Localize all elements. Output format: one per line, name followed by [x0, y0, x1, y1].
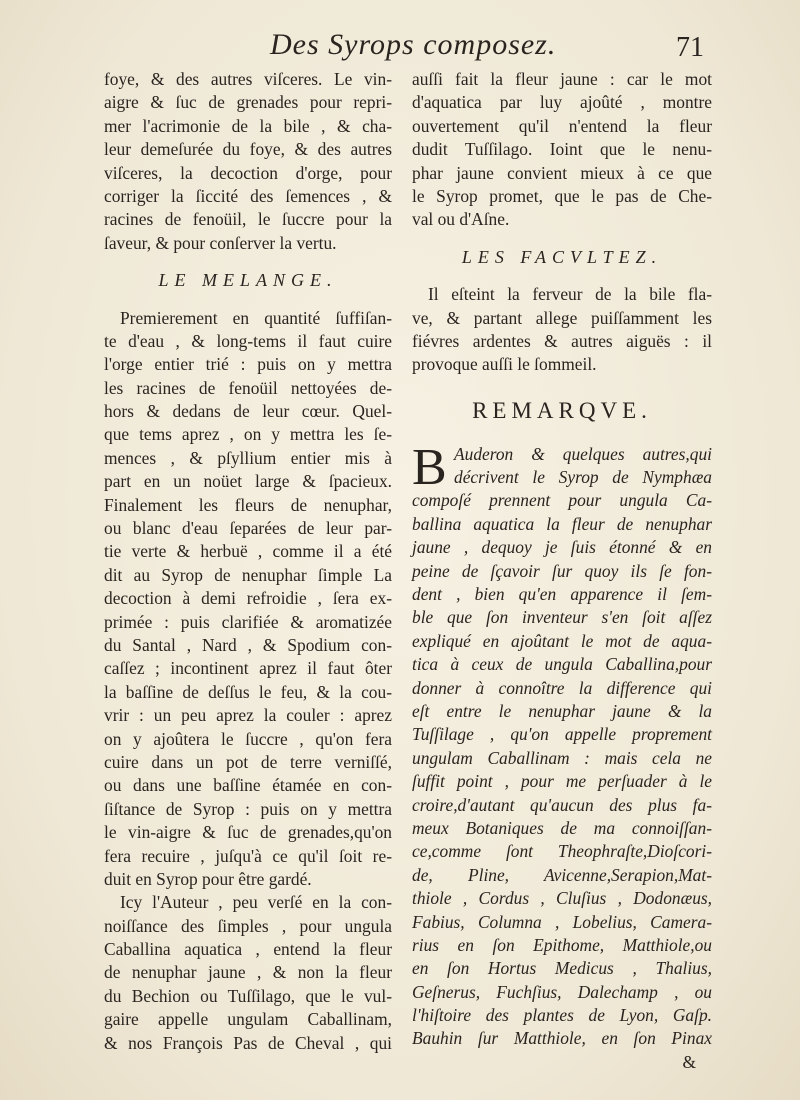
text-line: val ou d'Aſne.	[412, 209, 510, 230]
text-line: tica à ceux de ungula Caballina,pour	[412, 654, 712, 675]
text-line: phar jaune convient mieux à ce que	[412, 162, 712, 183]
melange-paragraph	[104, 307, 392, 892]
text-line: ou dans une baſſine étamée en con-	[104, 775, 392, 796]
text-line: ſaveur, & pour conſerver la vertu.	[104, 232, 337, 253]
text-line: vrir : un peu aprez la couler : aprez	[104, 705, 392, 726]
text-line: leur demeſurée du foye, & des autres	[104, 139, 392, 160]
text-line: foye, & des autres viſceres. Le vin-	[104, 69, 392, 89]
right-intro-paragraph	[412, 68, 712, 232]
text-line: corriger la ſiccité des ſemences , &	[104, 185, 392, 206]
left-intro-paragraph	[104, 68, 392, 255]
text-line: & nos François Pas de Cheval , qui	[104, 1032, 392, 1053]
text-line: expliqué en ajoûtant le mot de aqua-	[412, 630, 712, 651]
text-line: Fabius, Columna , Lobelius, Camera-	[412, 911, 712, 932]
text-line: part en un noüet large & ſpacieux.	[104, 471, 392, 492]
text-line: en ſon Hortus Medicus , Thalius,	[412, 958, 712, 979]
text-line: dent , bien qu'en apparence il ſem-	[412, 584, 712, 605]
text-line: dudit Tuſſilago. Ioint que le nenu-	[412, 139, 712, 160]
left-column	[104, 68, 392, 1055]
text-line: croire,d'autant qu'aucun des plus fa-	[412, 794, 712, 815]
text-line-content: décrivent le Syrop de Nymphæa	[454, 467, 712, 488]
text-line: ouvertement qu'il n'entend la fleur	[412, 115, 712, 136]
remarque-paragraph	[412, 438, 712, 1051]
text-line: donner à connoître la difference qui	[412, 677, 712, 698]
text-line: auſſi fait la fleur jaune : car le mot	[412, 69, 712, 89]
text-line: du Bechion ou Tuſſilago, que le vul-	[104, 985, 392, 1006]
text-line: les racines de fenoüil nettoyées de-	[104, 377, 392, 398]
text-line: hors & dedans de leur cœur. Quel-	[104, 401, 392, 422]
text-line: Bauhin ſur Matthiole, en ſon Pinax	[412, 1028, 712, 1049]
text-line: ballina aquatica la fleur de nenuphar	[412, 513, 712, 534]
text-line: on y ajoûtera le ſuccre , qu'on fera	[104, 728, 392, 749]
text-line: de nenuphar jaune , & non la fleur	[104, 962, 392, 983]
remarque-heading: REMARQVE.	[472, 397, 652, 423]
text-line: peine de ſçavoir ſur quoy ils ſe fon-	[412, 560, 712, 581]
text-line: mences , & pſyllium entier mis à	[104, 447, 392, 468]
text-line: ſiſtance de Syrop : puis on y mettra	[104, 798, 392, 819]
text-line: Caballina aquatica , entend la fleur	[104, 939, 392, 960]
text-line: rius en ſon Epithome, Matthiole,ou	[412, 934, 712, 955]
text-line: Premierement en quantité ſuffiſan-	[120, 307, 392, 328]
text-line: fiévres ardentes & autres aiguës : il	[412, 330, 712, 351]
right-column	[412, 68, 712, 1074]
text-line: ble que ſon inventeur s'en ſoit aſſez	[412, 607, 712, 628]
text-line: mer l'acrimonie de la bile , & cha-	[104, 115, 392, 136]
text-line: la baſſine de deſſus le feu, & la cou-	[104, 681, 392, 702]
text-line: ungulam Caballinam : mais cela ne	[412, 747, 712, 768]
text-line: te d'eau , & long-tems il faut cuire	[104, 330, 392, 351]
text-line: Finalement les fleurs de nenuphar,	[104, 494, 392, 515]
text-line: aigre & ſuc de grenades pour repri-	[104, 92, 392, 113]
text-line: eſt entre le nenuphar jaune & la	[412, 700, 712, 721]
text-line-content: Auderon & quelques autres,qui	[454, 443, 712, 464]
text-line: jaune , dequoy je ſuis étonné & en	[412, 537, 712, 558]
text-line: viſceres, la decoction d'orge, pour	[104, 162, 392, 183]
text-line: le Syrop promet, que le pas de Che-	[412, 185, 712, 206]
text-line: l'hiſtoire des plantes de Lyon, Gaſp.	[412, 1005, 712, 1026]
icy-paragraph	[104, 891, 392, 1055]
text-line: ce,comme ſont Theophraſte,Dioſcori-	[412, 841, 712, 862]
text-line: Tuſſilage , qu'on appelle proprement	[412, 724, 712, 745]
melange-heading: LE MELANGE.	[158, 270, 338, 291]
text-line: du Santal , Nard , & Spodium con-	[104, 634, 392, 655]
text-line: Geſnerus, Fuchſius, Dalechamp , ou	[412, 981, 712, 1002]
text-line: decoction à demi refroidie , ſera ex-	[104, 588, 392, 609]
running-title: Des Syrops composez.	[270, 28, 557, 61]
text-line: ve, & partant allege puiſſamment les	[412, 307, 712, 328]
text-line: meux Botaniques de ma connoiſſan-	[412, 817, 712, 838]
text-line: fera recuire , juſqu'à ce qu'il ſoit re-	[104, 845, 392, 866]
facultez-paragraph	[412, 283, 712, 377]
text-line	[412, 466, 712, 489]
text-line: caſſez ; incontinent aprez il faut ôter	[104, 658, 392, 679]
text-line: noiſſance des ſimples , pour ungula	[104, 915, 392, 936]
drop-cap: B	[412, 438, 447, 496]
text-line: le vin-aigre & ſuc de grenades,qu'on	[104, 822, 392, 843]
text-line: dit au Syrop de nenuphar ſimple La	[104, 564, 392, 585]
text-line: Il eſteint la ferveur de la bile fla-	[428, 284, 712, 305]
text-line: racines de fenoüil, le ſuccre pour la	[104, 209, 392, 230]
text-line: thiole , Cordus , Cluſius , Dodonæus,	[412, 888, 712, 909]
text-line: duit en Syrop pour être gardé.	[104, 868, 312, 889]
text-line: l'orge entier trié : puis on y mettra	[104, 354, 392, 375]
text-line: Icy l'Auteur , peu verſé en la con-	[120, 892, 392, 913]
text-line: que tems aprez , on y mettra les ſe-	[104, 424, 392, 445]
text-line: d'aquatica par luy ajoûté , montre	[412, 92, 712, 113]
text-line: provoque auſſi le ſommeil.	[412, 354, 597, 375]
text-line: compoſé prennent pour ungula Ca-	[412, 490, 712, 511]
page-number: 71	[676, 32, 704, 63]
text-line: ou blanc d'eau ſeparées de leur par-	[104, 518, 392, 539]
text-line: cuire dans un pot de terre verniſſé,	[104, 751, 392, 772]
text-line: de, Pline, Avicenne,Serapion,Mat-	[412, 864, 712, 885]
text-line: gaire appelle ungulam Caballinam,	[104, 1009, 392, 1030]
text-line: tie verte & herbuë , comme il a été	[104, 541, 392, 562]
text-line: ſuffit point , pour me perſuader à le	[412, 771, 712, 792]
catchword: &	[682, 1051, 696, 1072]
text-line: primée : puis clarifiée & aromatizée	[104, 611, 392, 632]
facultez-heading: LES FACVLTEZ.	[461, 246, 663, 267]
